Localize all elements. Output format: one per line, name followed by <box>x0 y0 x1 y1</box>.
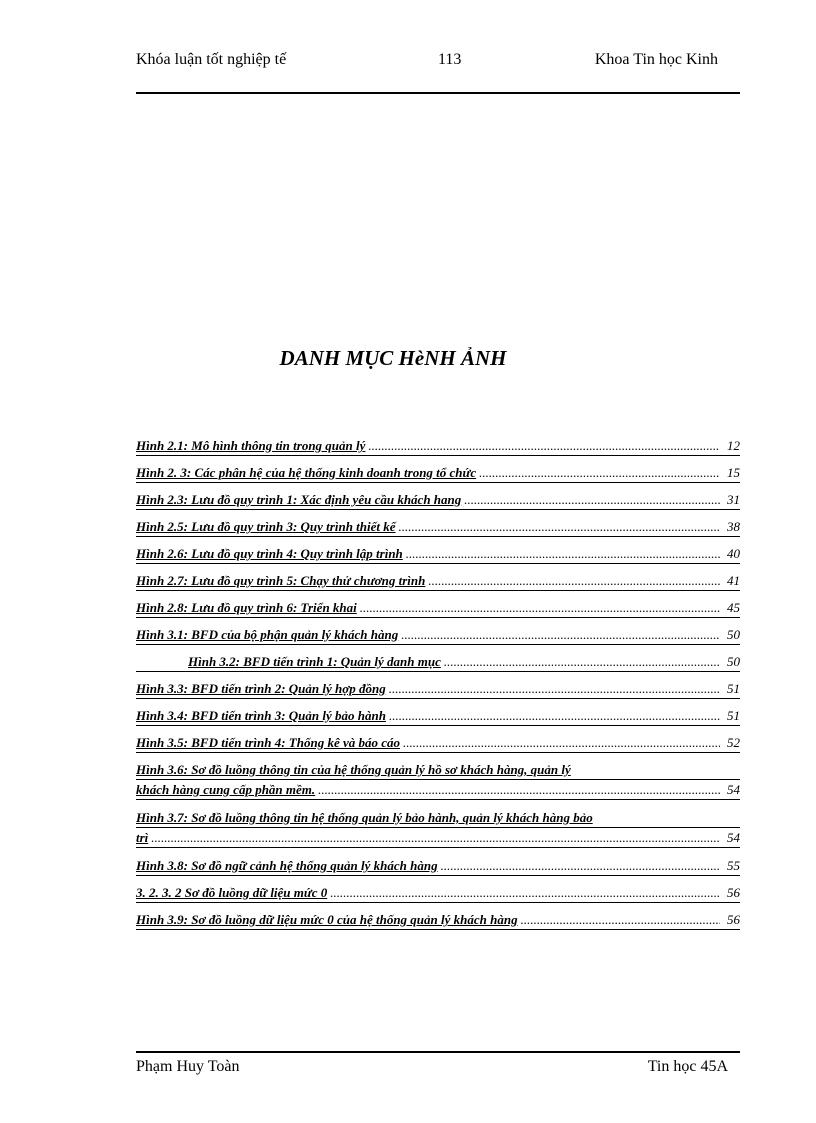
toc-entry-page: 56 <box>727 912 740 927</box>
toc-entry-text[interactable]: Hình 3.6: Sơ đồ luồng thông tin của hệ thống quản lý hồ sơ khách hàng, quản lý <box>136 760 740 780</box>
toc-entry-text[interactable]: Hình 3.7: Sơ đồ luồng thông tin hệ thống quản lý bảo hành, quản lý khách hàng bảo <box>136 808 740 828</box>
toc-leader-dots <box>318 780 720 799</box>
toc-leader-dots <box>521 910 720 929</box>
toc-entry[interactable] <box>136 436 740 463</box>
toc-leader-dots <box>151 828 720 847</box>
toc-leader-dots <box>368 436 720 455</box>
toc-entry[interactable] <box>136 625 740 652</box>
toc-leader-dots <box>401 625 720 644</box>
toc-entry-text-cont[interactable]: trì <box>136 830 149 845</box>
toc-entry-page: 12 <box>727 438 740 453</box>
toc-entry-page: 40 <box>727 546 740 561</box>
toc-entry-text[interactable]: Hình 3.9: Sơ đồ luồng dữ liệu mức 0 của hệ thống quản lý khách hàng <box>136 912 518 927</box>
toc-entry[interactable] <box>136 463 740 490</box>
toc-entry[interactable] <box>136 883 740 910</box>
toc-entry-page: 54 <box>727 782 740 797</box>
toc-entry-page: 50 <box>727 627 740 642</box>
toc-entry[interactable] <box>136 652 740 679</box>
toc-entry[interactable] <box>136 808 740 856</box>
toc-leader-dots <box>403 733 720 752</box>
toc-entry-text[interactable]: Hình 3.4: BFD tiến trình 3: Quản lý bảo hành <box>136 708 386 723</box>
toc-leader-dots <box>441 856 720 875</box>
page-header <box>136 50 740 94</box>
toc-entry-text[interactable]: Hình 2.6: Lưu đồ quy trình 4: Quy trình lập trình <box>136 546 403 561</box>
toc-entry-text[interactable]: Hình 2.8: Lưu đồ quy trình 6: Triển khai <box>136 600 357 615</box>
toc-entry-page: 51 <box>727 708 740 723</box>
toc-entry[interactable] <box>136 490 740 517</box>
toc-leader-dots <box>330 883 720 902</box>
toc-entry[interactable] <box>136 517 740 544</box>
toc-leader-dots <box>360 598 720 617</box>
toc-entry-text[interactable]: Hình 2. 3: Các phân hệ của hệ thống kinh doanh trong tổ chức <box>136 465 477 480</box>
toc-leader-dots <box>399 517 720 536</box>
toc-leader-dots <box>444 652 720 671</box>
toc-entry[interactable] <box>136 679 740 706</box>
toc-entry[interactable] <box>136 760 740 808</box>
footer-author: Phạm Huy Toàn <box>136 1058 240 1075</box>
toc-entry-page: 54 <box>727 830 740 845</box>
toc-entry[interactable] <box>136 706 740 733</box>
toc-entry-text[interactable]: Hình 2.3: Lưu đồ quy trình 1: Xác định yêu cầu khách hang <box>136 492 462 507</box>
toc-entry-page: 31 <box>727 492 740 507</box>
toc-entry-text[interactable]: Hình 3.1: BFD của bộ phận quản lý khách hàng <box>136 627 399 642</box>
header-left-text: Khóa luận tốt nghiệp tế <box>136 51 287 68</box>
toc-entry-page: 41 <box>727 573 740 588</box>
toc-entry-page: 50 <box>727 654 740 669</box>
toc-entry-page: 56 <box>727 885 740 900</box>
toc-entry[interactable] <box>136 571 740 598</box>
toc-entry-page: 45 <box>727 600 740 615</box>
toc-entry-text[interactable]: Hình 2.1: Mô hình thông tin trong quản lý <box>136 438 366 453</box>
toc-entry-text-cont[interactable]: khách hàng cung cấp phần mềm. <box>136 782 316 797</box>
toc-entry[interactable] <box>136 910 740 937</box>
toc-entry-page: 52 <box>727 735 740 750</box>
toc-leader-dots <box>464 490 720 509</box>
toc-entry-text[interactable]: Hình 2.5: Lưu đồ quy trình 3: Quy trình thiết kế <box>136 519 396 534</box>
toc-entry-page: 51 <box>727 681 740 696</box>
toc-entry-page: 38 <box>727 519 740 534</box>
header-page-number: 113 <box>438 51 462 68</box>
toc-entry-text[interactable]: 3. 2. 3. 2 Sơ đồ luồng dữ liệu mức 0 <box>136 885 328 900</box>
toc-leader-dots <box>428 571 720 590</box>
toc-entry-text[interactable]: Hình 3.8: Sơ đồ ngữ cảnh hệ thống quản lý khách hàng <box>136 858 438 873</box>
toc-entry-text[interactable]: Hình 3.3: BFD tiến trình 2: Quản lý hợp đồng <box>136 681 386 696</box>
toc-entry-page: 15 <box>727 465 740 480</box>
toc-entry[interactable] <box>136 544 740 571</box>
header-right-text: Khoa Tin học Kinh <box>594 51 718 68</box>
toc-leader-dots <box>406 544 720 563</box>
toc-entry-text[interactable]: Hình 3.5: BFD tiến trình 4: Thống kê và báo cáo <box>136 735 400 750</box>
toc-leader-dots <box>389 679 720 698</box>
toc-leader-dots <box>479 463 720 482</box>
page-footer <box>136 1051 740 1077</box>
toc-entry[interactable] <box>136 856 740 883</box>
toc-entry-text[interactable]: Hình 3.2: BFD tiến trình 1: Quản lý danh mục <box>188 654 441 669</box>
toc-entry-text[interactable]: Hình 2.7: Lưu đồ quy trình 5: Chạy thử chương trình <box>136 573 426 588</box>
toc-entry-page: 55 <box>727 858 740 873</box>
page-title: DANH MỤC HèNH ẢNH <box>279 346 507 370</box>
figure-list <box>136 436 740 937</box>
toc-entry[interactable] <box>136 598 740 625</box>
toc-leader-dots <box>389 706 720 725</box>
toc-entry[interactable] <box>136 733 740 760</box>
footer-class: Tin học 45A <box>647 1058 728 1075</box>
